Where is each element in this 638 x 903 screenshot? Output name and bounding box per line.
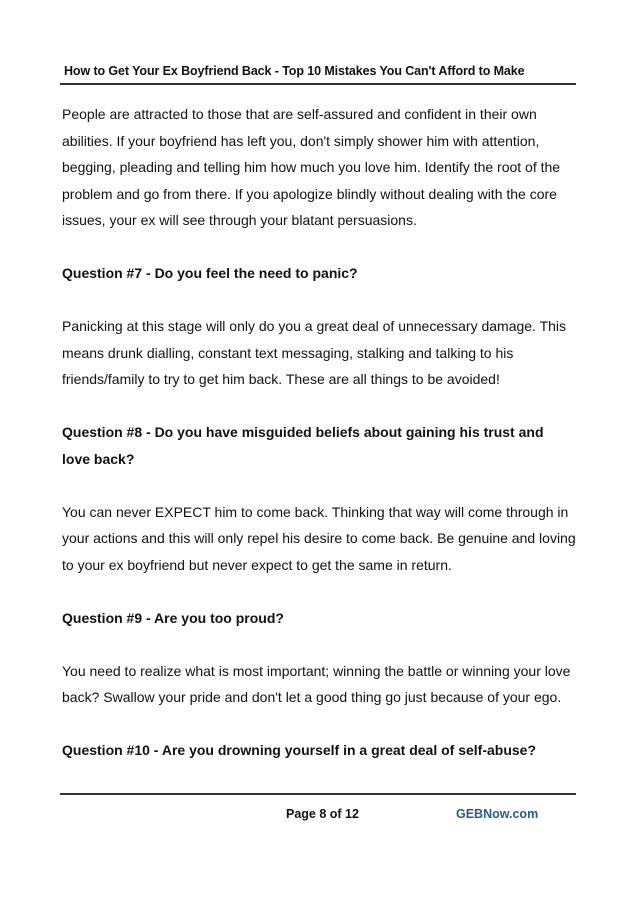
paragraph-line: You can never EXPECT him to come back. Thinking that way will come through in — [62, 503, 569, 520]
paragraph-line: back? Swallow your pride and don't let a good thing go just because of your ego. — [62, 689, 562, 705]
paragraph-line: friends/family to try to get him back. These are all things to be avoided! — [62, 371, 500, 387]
header-divider — [60, 83, 576, 85]
question-8-heading: Question #8 - Do you have misguided beliefs about gaining his trust and — [62, 424, 544, 440]
page-content — [62, 101, 582, 764]
paragraph-line: You need to realize what is most important; winning the battle or winning your love — [62, 662, 571, 679]
site-link[interactable]: GEBNow.com — [456, 807, 539, 821]
paragraph-line: problem and go from there. If you apologize blindly without dealing with the core — [62, 185, 557, 202]
page-number: Page 8 of 12 — [286, 807, 359, 821]
paragraph-line: your actions and this will only repel his desire to come back. Be genuine and loving — [62, 530, 576, 546]
page-header-title: How to Get Your Ex Boyfriend Back - Top 10 Mistakes You Can't Afford to Make — [64, 64, 525, 78]
paragraph-line: abilities. If your boyfriend has left you, don't simply shower him with attention, — [62, 132, 540, 149]
question-7-heading: Question #7 - Do you feel the need to panic? — [62, 265, 358, 281]
paragraph-line: begging, pleading and telling him how much you love him. Identify the root of the — [62, 159, 561, 175]
question-8-heading-cont: love back? — [62, 450, 135, 467]
paragraph-line: issues, your ex will see through your blatant persuasions. — [62, 212, 417, 228]
paragraph-line: People are attracted to those that are self-assured and confident in their own — [62, 106, 537, 122]
question-10-heading: Question #10 - Are you drowning yourself in a great deal of self-abuse? — [62, 742, 537, 758]
paragraph-line: to your ex boyfriend but never expect to get the same in return. — [62, 556, 452, 573]
paragraph-line: means drunk dialling, constant text messaging, stalking and talking to his — [62, 344, 514, 361]
paragraph-line: Panicking at this stage will only do you a great deal of unnecessary damage. This — [62, 318, 567, 334]
question-9-heading: Question #9 - Are you too proud? — [62, 609, 284, 626]
footer-divider — [60, 793, 576, 795]
